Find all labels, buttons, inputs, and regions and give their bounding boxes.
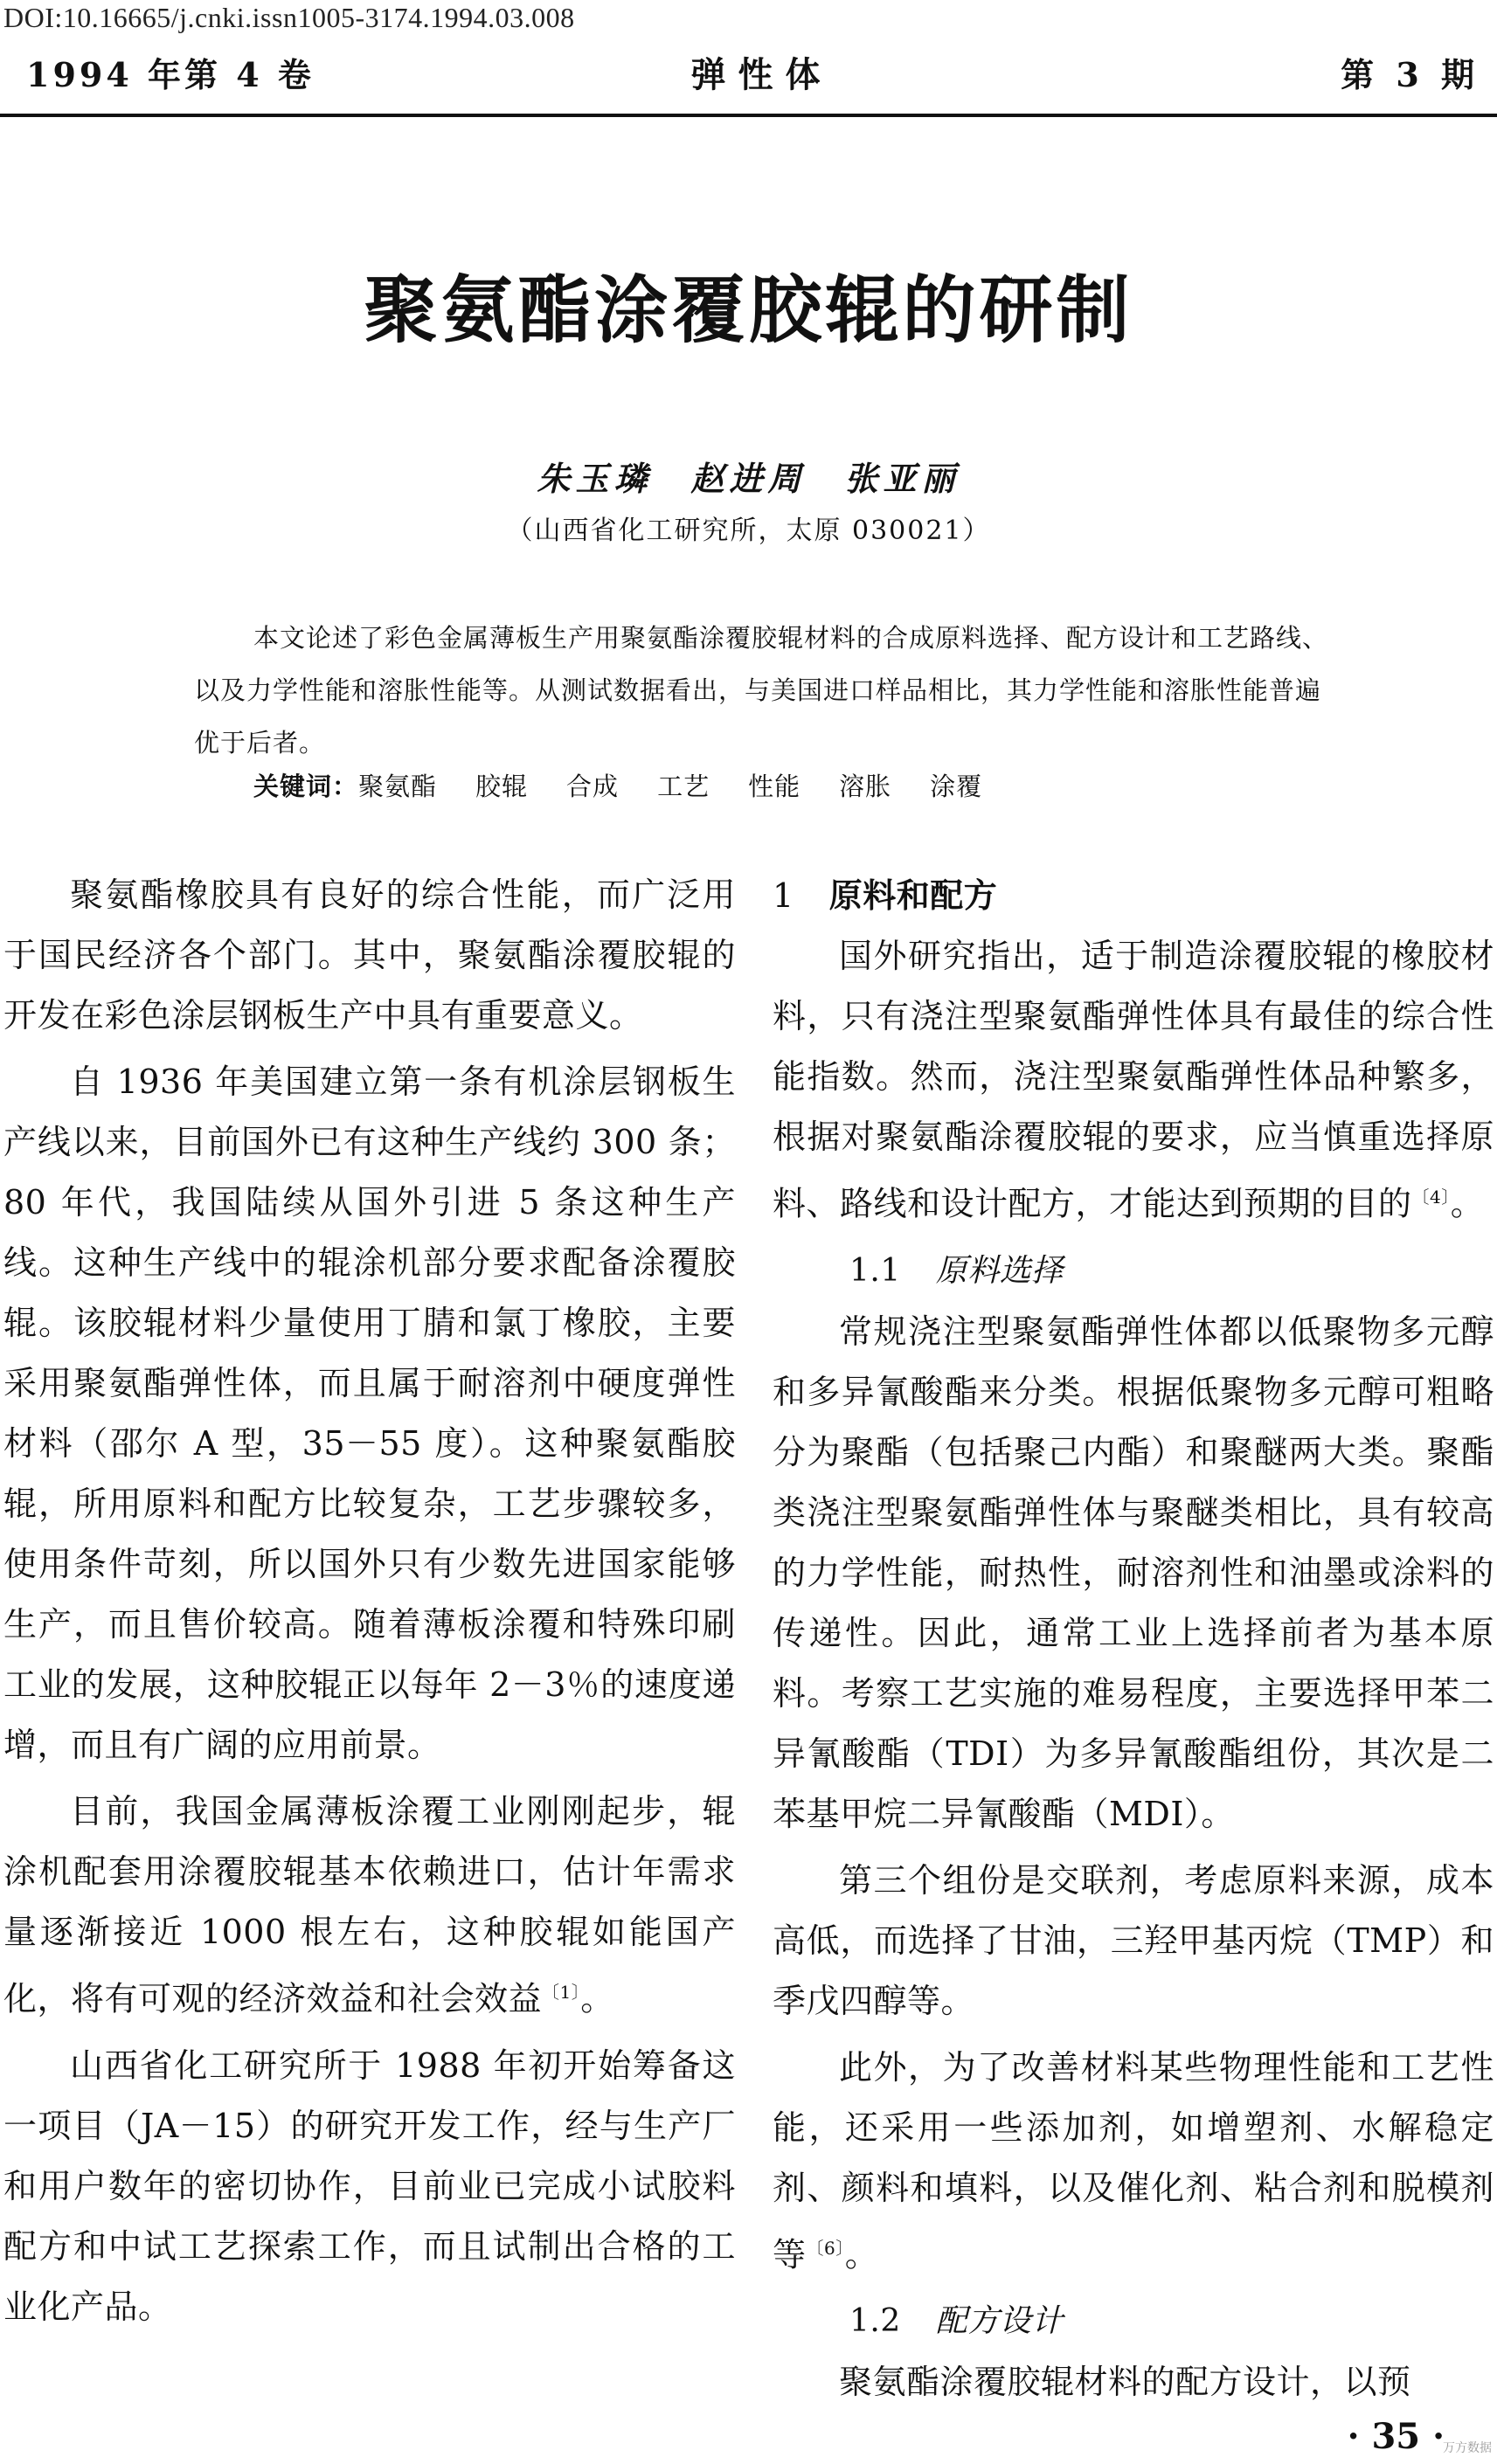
section-number: 1 bbox=[773, 876, 794, 915]
subsection-heading bbox=[773, 2291, 1494, 2352]
header-journal-name: 弹性体 bbox=[690, 55, 833, 95]
keyword: 性能 bbox=[748, 772, 801, 801]
body-paragraph bbox=[773, 2038, 1494, 2286]
paper-title: 聚氨酯涂覆胶辊的研制 bbox=[364, 267, 1133, 353]
keyword: 涂覆 bbox=[930, 772, 983, 801]
paragraph-text: 目前，我国金属薄板涂覆工业刚刚起步，辊涂机配套用涂覆胶辊基本依赖进口，估计年需求量逐渐接近 1000 根左右，这种胶辊如能国产化，将有可观的经济效益和社会效益 bbox=[3, 1792, 736, 2018]
keyword: 工艺 bbox=[657, 772, 710, 801]
keyword: 溶胀 bbox=[839, 772, 892, 801]
citation-ref[interactable]: 〔1〕 bbox=[542, 1982, 581, 2003]
section-heading bbox=[773, 865, 1494, 926]
author-list: 朱玉璘 赵进周 张亚丽 bbox=[537, 459, 960, 498]
paragraph-end: 。 bbox=[580, 1979, 614, 2018]
doi-line: DOI:10.16665/j.cnki.issn1005-3174.1994.03.008 bbox=[3, 2, 575, 33]
section-title: 原料和配方 bbox=[828, 876, 998, 915]
paragraph-text: 国外研究指出，适于制造涂覆胶辊的橡胶材料，只有浇注型聚氨酯弹性体具有最佳的综合性能指数。然而，浇注型聚氨酯弹性体品种繁多，根据对聚氨酯涂覆胶辊的要求，应当慎重选择原料、路线和设计配方，才能达到预期的目的 bbox=[773, 937, 1494, 1223]
right-column bbox=[773, 865, 1494, 2419]
paragraph-end: 。 bbox=[1450, 1184, 1485, 1223]
body-paragraph: 自 1936 年美国建立第一条有机涂层钢板生产线以来，目前国外已有这种生产线约 300 条；80 年代，我国陆续从国外引进 5 条这种生产线。这种生产线中的辊涂机部分要求配备涂覆胶辊。该胶辊材料少量使用丁腈和氯丁橡胶，主要采用聚氨酯弹性体，而且属于耐溶剂中硬度弹性材料（邵尔 A 型，35－55 度）。这种聚氨酯胶辊，所用原料和配方比较复杂，工艺步骤较多，使用条件苛刻，所以国外只有少数先进国家能够生产，而且售价较高。随着薄板涂覆和特殊印刷工业的发展，这种胶辊正以每年 2－3％的速度递增，而且有广阔的应用前景。 bbox=[3, 1062, 736, 1764]
paragraph-text: 此外，为了改善材料某些物理性能和工艺性能，还采用一些添加剂，如增塑剂、水解稳定剂、颜料和填料，以及催化剂、粘合剂和脱模剂等 bbox=[773, 2047, 1494, 2274]
body-paragraph: 聚氨酯橡胶具有良好的综合性能，而广泛用于国民经济各个部门。其中，聚氨酯涂覆胶辊的开发在彩色涂层钢板生产中具有重要意义。 bbox=[3, 876, 736, 1035]
keyword: 聚氨酯 bbox=[358, 772, 438, 801]
header-volume: 1994 年第 4 卷 bbox=[26, 55, 315, 94]
keyword: 胶辊 bbox=[475, 772, 529, 801]
body-paragraph: 聚氨酯涂覆胶辊材料的配方设计，以预 bbox=[839, 2363, 1411, 2402]
keywords bbox=[253, 760, 1021, 813]
paragraph-end: 。 bbox=[844, 2235, 879, 2274]
abstract: 本文论述了彩色金属薄板生产用聚氨酯涂覆胶辊材料的合成原料选择、配方设计和工艺路线、以及力学性能和溶胀性能等。从测试数据看出，与美国进口样品相比，其力学性能和溶胀性能普遍优于后者。 bbox=[194, 623, 1329, 758]
subsection-number: 1.1 bbox=[849, 1252, 901, 1289]
body-paragraph: 山西省化工研究所于 1988 年初开始筹备这一项目（JA－15）的研究开发工作，经与生产厂和用户数年的密切协作，目前业已完成小试胶料配方和中试工艺探索工作，而且试制出合格的工业化产品。 bbox=[3, 2045, 736, 2326]
page-number: · 35 · bbox=[1347, 2416, 1445, 2457]
body-paragraph: 常规浇注型聚氨酯弹性体都以低聚物多元醇和多异氰酸酯来分类。根据低聚物多元醇可粗略分为聚酯（包括聚己内酯）和聚醚两大类。聚酯类浇注型聚氨酯弹性体与聚醚类相比，具有较高的力学性能，耐热性，耐溶剂性和油墨或涂料的传递性。因此，通常工业上选择前者为基本原料。考察工艺实施的难易程度，主要选择甲苯二异氰酸酯（TDI）为多异氰酸酯组份，其次是二苯基甲烷二异氰酸酯（MDI）。 bbox=[773, 1312, 1494, 1833]
header-issue: 第 3 期 bbox=[1341, 55, 1480, 94]
body-paragraph: 第三个组份是交联剂，考虑原料来源，成本高低，而选择了甘油，三羟甲基丙烷（TMP）和季戊四醇等。 bbox=[773, 1860, 1494, 2020]
keywords-label: 关键词： bbox=[253, 772, 359, 801]
body-paragraph bbox=[3, 1782, 736, 2030]
subsection-title: 原料选择 bbox=[935, 1252, 1064, 1289]
body-paragraph bbox=[773, 926, 1494, 1235]
subsection-title: 配方设计 bbox=[935, 2303, 1064, 2340]
affiliation: （山西省化工研究所，太原 030021） bbox=[506, 516, 991, 546]
left-column bbox=[3, 865, 736, 2343]
running-header bbox=[26, 49, 1497, 110]
header-rule bbox=[0, 114, 1497, 117]
citation-ref[interactable]: 〔6〕 bbox=[806, 2237, 845, 2259]
subsection-number: 1.2 bbox=[849, 2303, 901, 2340]
citation-ref[interactable]: 〔4〕 bbox=[1411, 1187, 1451, 1208]
watermark: 万方数据 bbox=[1443, 2441, 1492, 2455]
keyword: 合成 bbox=[566, 772, 620, 801]
subsection-heading bbox=[773, 1241, 1494, 1302]
